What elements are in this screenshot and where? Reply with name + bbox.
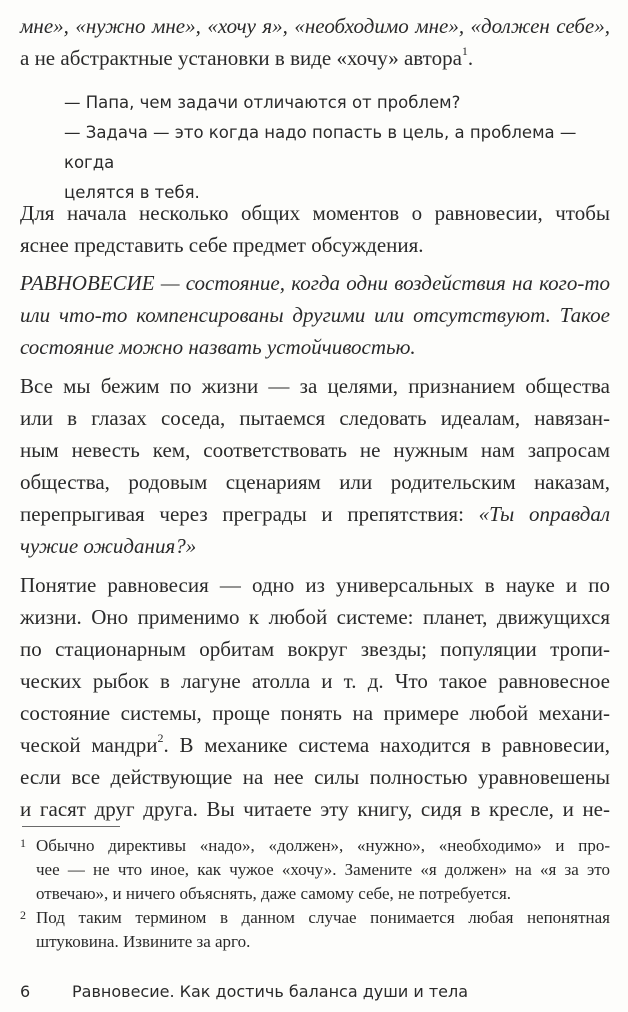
para2-line: общества, родовым сценариям или родительским наказам, [20, 470, 610, 494]
definition-paragraph [20, 267, 610, 363]
page-number: 6 [20, 982, 31, 1001]
footnote-line: штуковина. Извините за арго. [36, 932, 251, 951]
running-title: Равновесие. Как достичь баланса души и тела [72, 982, 469, 1001]
para1-line: Для начала несколько общих моментов о равновесии, чтобы [20, 201, 610, 225]
epigraph-dialog [64, 88, 612, 208]
para3-line: ческой мандри$^2$. В механике система находится в равновесии, [20, 731, 610, 757]
para1-line: яснее представить себе предмет обсуждения. [20, 233, 424, 257]
intro-paragraph [20, 10, 610, 74]
definition-line: или что-то компенсированы другими или отсутствуют. Такое [20, 303, 610, 327]
footnote-body [36, 906, 610, 954]
paragraph-intro-equilibrium [20, 197, 610, 261]
paragraph-running-through-life [20, 370, 610, 562]
para3-line: ческих рыбок в лагуне атолла и т. д. Что такое равновесное [20, 669, 610, 693]
para2-line: перепрыгивая через преграды и препятствия: «Ты оправдал [20, 502, 611, 526]
para3-line: жизни. Оно применимо к любой системе: планет, движущихся [20, 605, 610, 629]
footnote-ref-2: 2 [157, 731, 164, 745]
para2-line: чужие ожидания?» [20, 534, 197, 558]
footnote-2 [20, 906, 610, 954]
footnote-line: Под таким термином в данном случае понимается любая непонятная [36, 908, 610, 927]
footnote-line: отвечаю», и ничего объяснять, даже самому себе, не потребуется. [36, 884, 512, 903]
para3-line: состояние системы, проще понять на примере любой механи- [20, 701, 610, 725]
intro-line-1: мне», «нужно мне», «хочу я», «необходимо мне», «должен себе», [20, 14, 610, 38]
footnote-ref-1: 1 [461, 44, 468, 58]
para3-line: Понятие равновесия — одно из универсальных в науке и по [20, 573, 610, 597]
definition-line: РАВНОВЕСИЕ — состояние, когда одни воздействия на кого-то [20, 271, 610, 295]
footnote-1 [20, 834, 610, 906]
para2-line: Все мы бежим по жизни — за целями, признанием общества [20, 374, 610, 398]
dialog-question: — Папа, чем задачи отличаются от проблем? [64, 93, 461, 112]
para2-line: или в глазах соседа, пытаемся следовать идеалам, навязан- [20, 406, 610, 430]
para2-line: ным невесть кем, соответствовать не нужным нам запросам [20, 438, 610, 462]
dialog-answer-line-1: — Задача — это когда надо попасть в цель, а проблема — когда [64, 123, 577, 172]
footnote-line: чее — не что иное, как чужое «хочу». Замените «я должен» на «я за это [36, 860, 610, 879]
footnote-divider [22, 826, 120, 827]
footnote-line: Обычно директивы «надо», «должен», «нужно», «необходимо» и про- [36, 836, 610, 855]
para3-line: по стационарным орбитам вокруг звезды; популяции тропи- [20, 637, 610, 661]
footnote-mark: 1 [20, 836, 26, 850]
intro-line-2: а не абстрактные установки в виде «хочу» автора$^1$. [20, 44, 474, 70]
footnote-body [36, 834, 610, 906]
para3-line: если все действующие на нее силы полностью уравновешены [20, 765, 610, 789]
paragraph-concept-equilibrium [20, 569, 610, 825]
para3-line: и гасят друг друга. Вы читаете эту книгу, сидя в кресле, и не- [20, 797, 610, 821]
definition-line: состояние можно назвать устойчивостью. [20, 335, 416, 359]
dialog-answer-line-2: целятся в тебя. [64, 183, 200, 202]
footnote-mark: 2 [20, 908, 26, 922]
